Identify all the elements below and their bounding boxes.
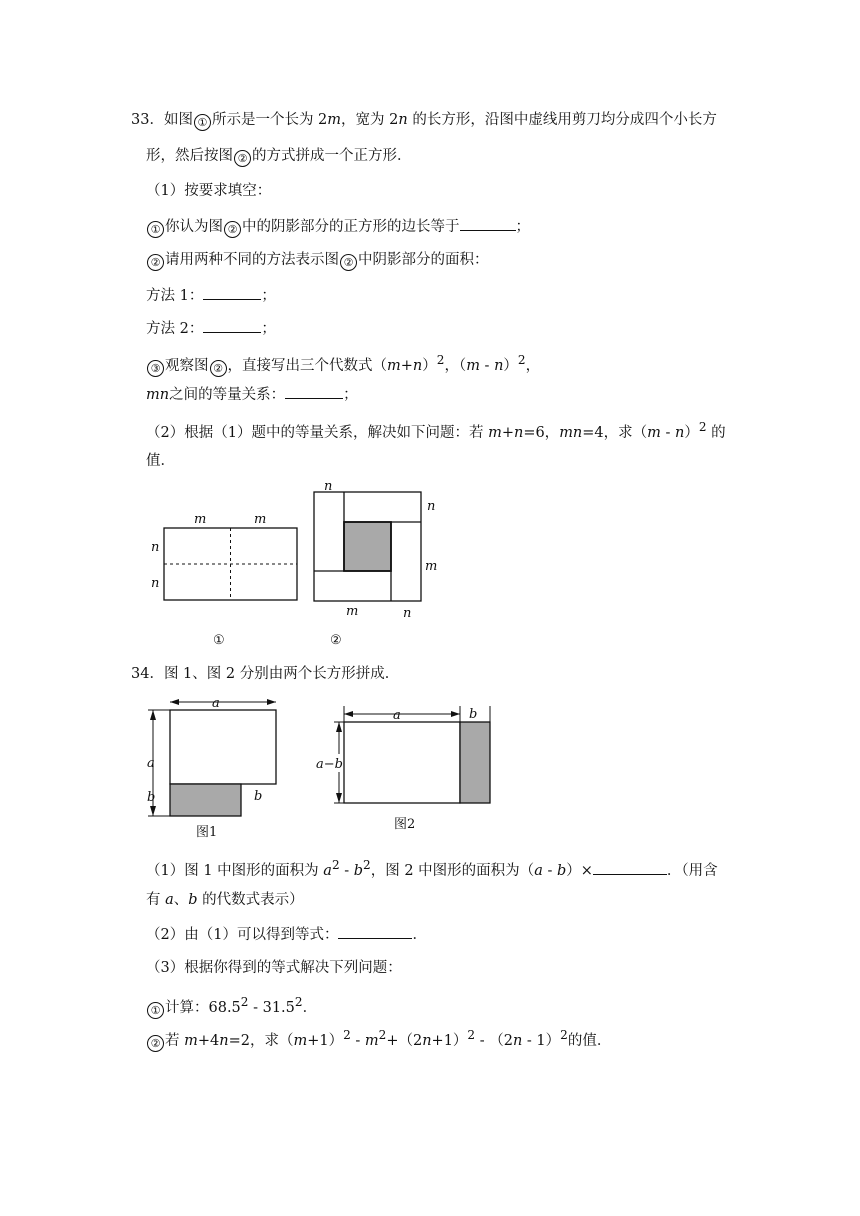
q33-stem-text: 如图: [163, 112, 193, 128]
item-text: - 1）: [522, 1032, 561, 1049]
arrow-head: [344, 711, 353, 717]
var-m: m: [293, 1032, 308, 1049]
arrow-head: [150, 710, 156, 720]
answer-blank[interactable]: [460, 216, 516, 231]
var-a: a: [165, 892, 174, 908]
q33-item3: [146, 350, 540, 377]
q33-stem-text: 所示是一个长为 2: [211, 112, 328, 128]
q34-item2: [146, 1025, 611, 1052]
part-text: 的代数式表示）: [197, 892, 304, 908]
circled-two: ②: [147, 1035, 164, 1052]
label-n: n: [324, 479, 333, 494]
var-n: n: [494, 357, 504, 374]
punct: ．: [302, 999, 318, 1016]
big-rectangle: [344, 722, 460, 803]
part-text: 有: [146, 892, 166, 908]
circled-two: ②: [224, 221, 241, 238]
q34-part1: [146, 855, 718, 881]
var-n: n: [219, 1032, 229, 1049]
q33-part2-line2: [146, 451, 175, 471]
punct: ，（: [444, 357, 467, 374]
exponent: 2: [363, 858, 371, 872]
q34-item1: [146, 992, 317, 1019]
punct: ；: [515, 219, 530, 235]
paren: ）: [684, 424, 699, 441]
circled-one: ①: [147, 221, 164, 238]
q33-method1: [146, 285, 276, 306]
q33-stem-text: 的长方形，沿图中虚线用剪刀均分成四个小长方: [407, 112, 717, 128]
var-m: m: [327, 112, 342, 128]
answer-blank[interactable]: [593, 860, 667, 875]
item-text: 中阴影部分的面积：: [358, 252, 489, 268]
part-text: （2）由（1）可以得到等式：: [146, 927, 339, 943]
label-a: a: [393, 708, 401, 723]
part-text: （3）根据你得到的等式解决下列问题：: [146, 960, 402, 976]
q33-line1: [131, 110, 717, 131]
circled-two: ②: [340, 254, 357, 271]
var-m: m: [184, 1032, 198, 1049]
punct: 、: [173, 892, 189, 908]
punct: ．: [412, 927, 427, 943]
circled-two: ②: [210, 360, 227, 377]
var-n: n: [398, 112, 408, 128]
label-a-minus-b: a−b: [316, 757, 343, 772]
question-number: 34．: [131, 666, 164, 682]
arrow-head: [150, 806, 156, 816]
var-m: m: [466, 357, 480, 374]
item-text: 你认为图: [165, 219, 223, 235]
exponent: 2: [467, 1028, 476, 1042]
exponent: 2: [436, 353, 445, 367]
figure-caption: 图1: [196, 825, 218, 840]
q33-stem-text: 的方式拼成一个正方形．: [252, 148, 412, 164]
part-label: （1）按要求填空：: [146, 183, 272, 199]
var-m: m: [364, 1032, 379, 1049]
var-n: n: [512, 1032, 523, 1049]
method-label: 方法 2：: [146, 321, 204, 337]
q33-line2: [146, 146, 412, 167]
part-text: （1）图 1 中图形的面积为: [146, 862, 324, 879]
punct: ，: [525, 357, 541, 374]
op: -: [542, 862, 557, 879]
item-text: - （2: [475, 1032, 513, 1049]
part-text: ．（用含: [666, 862, 718, 879]
exponent: 2: [378, 1028, 387, 1042]
exponent: 2: [240, 995, 249, 1009]
q33-part2: [146, 417, 726, 443]
punct: ；: [261, 321, 276, 337]
item-text: +1）: [307, 1032, 344, 1049]
shaded-square: [344, 522, 391, 571]
var-mn: mn: [559, 424, 583, 441]
arrow-head: [336, 722, 342, 732]
answer-blank[interactable]: [203, 285, 261, 300]
op: -: [339, 862, 354, 879]
q34-part3: [146, 958, 402, 978]
exponent: 2: [560, 1028, 568, 1042]
circled-one: ①: [147, 1002, 164, 1019]
q33-item3-line2: [146, 384, 358, 405]
circled-three: ③: [147, 360, 164, 377]
item-text: - 31.5: [248, 999, 295, 1016]
exponent: 2: [517, 353, 526, 367]
var-n: n: [675, 424, 685, 441]
item-text: 观察图: [165, 357, 209, 374]
item-text: 若: [165, 1032, 185, 1049]
q33-stem-text: ，宽为 2: [341, 112, 399, 128]
q34-line1: [131, 664, 399, 684]
figure-caption: ①: [213, 633, 225, 648]
var-b: b: [188, 892, 198, 908]
exponent: 2: [331, 858, 340, 872]
paren: ）: [422, 357, 437, 374]
item-text: 计算：68.5: [165, 999, 241, 1016]
var-a: a: [534, 862, 543, 879]
item-text: =2，求（: [228, 1032, 294, 1049]
label-n: n: [151, 540, 160, 555]
punct: ；: [261, 288, 276, 304]
q33-figure-1: [150, 506, 310, 646]
var-n: n: [513, 424, 524, 441]
q33-stem-text: 形，然后按图: [146, 148, 233, 164]
item-text: 的值．: [567, 1032, 612, 1049]
label-n: n: [403, 606, 412, 621]
var-b: b: [353, 862, 364, 879]
part-text: 的: [706, 424, 726, 441]
arrow-head: [267, 699, 276, 705]
part-text: =6，: [523, 424, 560, 441]
part-text: ，图 2 中图形的面积为（: [370, 862, 535, 879]
figure-caption: ②: [330, 633, 342, 648]
op: -: [479, 357, 495, 374]
label-n: n: [151, 576, 160, 591]
answer-blank[interactable]: [338, 924, 412, 939]
exponent: 2: [294, 995, 303, 1009]
q33-item1: [146, 216, 530, 238]
arrow-head: [170, 699, 179, 705]
item-text: 中的阴影部分的正方形的边长等于: [242, 219, 460, 235]
label-a: a: [147, 756, 155, 771]
question-number: 33．: [131, 112, 164, 128]
label-m: m: [254, 512, 267, 527]
label-b: b: [469, 707, 478, 722]
answer-blank[interactable]: [203, 318, 261, 333]
q34-part1-line2: [146, 890, 304, 910]
q34-figure-2: [312, 702, 502, 837]
item-text: +4: [197, 1032, 220, 1049]
arrow-head: [336, 793, 342, 803]
q34-figure-1: [140, 692, 290, 842]
big-rectangle: [170, 710, 276, 784]
part-text: =4，求（: [582, 424, 648, 441]
shaded-rectangle: [170, 784, 241, 816]
op: +: [501, 424, 514, 441]
label-n: n: [427, 499, 436, 514]
circled-one: ①: [194, 114, 211, 131]
var-mn: mn: [146, 387, 170, 403]
q34-stem-text: 图 1、图 2 分别由两个长方形拼成．: [163, 666, 400, 682]
label-m: m: [346, 604, 359, 619]
var-a: a: [323, 862, 332, 879]
paren: ）: [503, 357, 518, 374]
exponent: 2: [698, 420, 707, 434]
punct: ；: [343, 387, 358, 403]
arrow-head: [451, 711, 460, 717]
part-text: 值．: [146, 453, 175, 469]
q33-item2: [146, 250, 489, 271]
q34-part2: [146, 924, 427, 945]
var-m: m: [647, 424, 661, 441]
circled-two: ②: [147, 254, 164, 271]
q33-method2: [146, 318, 276, 339]
var-m: m: [387, 357, 401, 374]
figure-caption: 图2: [394, 817, 416, 832]
var-b: b: [556, 862, 567, 879]
label-b: b: [147, 790, 156, 805]
op: -: [660, 424, 676, 441]
label-b: b: [254, 789, 263, 804]
answer-blank[interactable]: [285, 384, 343, 399]
shaded-rectangle: [460, 722, 490, 803]
exponent: 2: [343, 1028, 351, 1042]
var-n: n: [412, 357, 423, 374]
method-label: 方法 1：: [146, 288, 204, 304]
q33-part1: [146, 181, 271, 201]
op: -: [350, 1032, 365, 1049]
item-text: 请用两种不同的方法表示图: [165, 252, 339, 268]
q33-figure-2: [296, 478, 446, 648]
op: +: [400, 357, 413, 374]
var-m: m: [488, 424, 502, 441]
circled-two: ②: [234, 150, 251, 167]
label-m: m: [194, 512, 207, 527]
item-text: +1）: [431, 1032, 468, 1049]
item-text: +（2: [386, 1032, 423, 1049]
label-a: a: [212, 696, 220, 711]
label-m: m: [425, 559, 438, 574]
item-text: 之间的等量关系：: [169, 387, 286, 403]
item-text: ，直接写出三个代数式（: [227, 357, 387, 374]
var-n: n: [422, 1032, 432, 1049]
part-text: ）×: [566, 862, 593, 879]
part-text: （2）根据（1）题中的等量关系，解决如下问题：若: [146, 424, 489, 441]
